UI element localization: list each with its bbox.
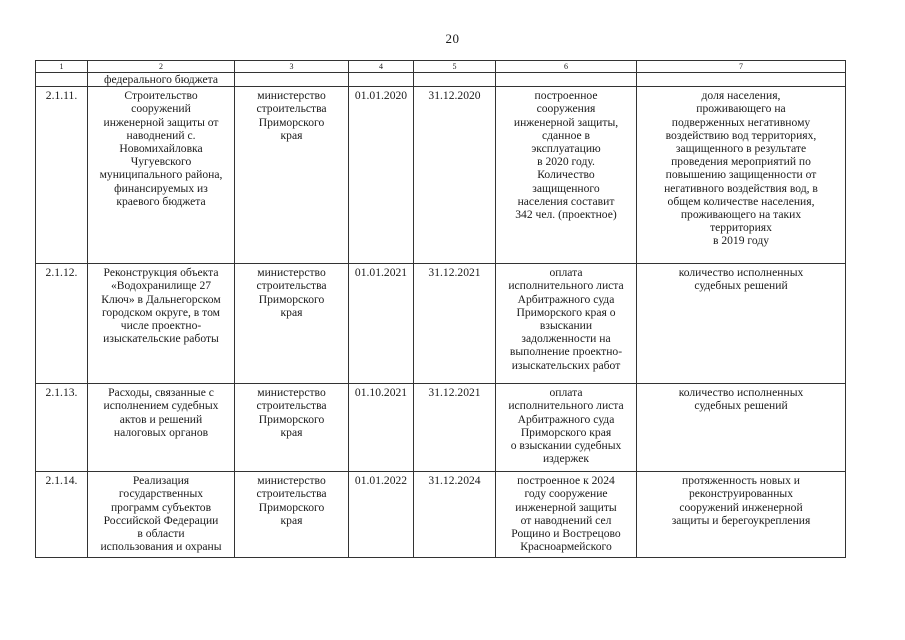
- expected-result: [496, 73, 637, 87]
- item-number: 2.1.13.: [36, 384, 88, 472]
- expected-result: оплата исполнительного листа Арбитражного суда Приморского края о взыскании судебных издержек: [496, 384, 637, 472]
- responsible-executor: министерство строительства Приморского края: [235, 472, 349, 558]
- item-number: 2.1.12.: [36, 264, 88, 384]
- indicator: доля населения, проживающего на подверженных негативному воздействию вод территориях, защищенного в результате проведения мероприятий по повышению защищенности от негативного воздействия вод, в общем количестве населения, проживающего на таких территориях в 2019 году: [637, 87, 846, 264]
- end-date: [414, 73, 496, 87]
- item-number: [36, 73, 88, 87]
- indicator: протяженность новых и реконструированных сооружений инженерной защиты и берегоукрепления: [637, 472, 846, 558]
- table-row: [36, 264, 846, 384]
- column-number: 3: [235, 61, 349, 73]
- item-number: 2.1.11.: [36, 87, 88, 264]
- expected-result: построенное сооружения инженерной защиты, сданное в эксплуатацию в 2020 году. Количество защищенного населения составит 342 чел. (проектное): [496, 87, 637, 264]
- start-date: 01.01.2022: [349, 472, 414, 558]
- responsible-executor: [235, 73, 349, 87]
- column-number: 6: [496, 61, 637, 73]
- expected-result: построенное к 2024 году сооружение инженерной защиты от наводнений сел Рощино и Вострецово Красноармейского: [496, 472, 637, 558]
- column-number: 7: [637, 61, 846, 73]
- start-date: 01.01.2021: [349, 264, 414, 384]
- indicator: количество исполненных судебных решений: [637, 384, 846, 472]
- responsible-executor: министерство строительства Приморского края: [235, 384, 349, 472]
- measure-name: федерального бюджета: [88, 73, 235, 87]
- page-number: 20: [445, 31, 460, 46]
- column-number-row: [36, 61, 846, 73]
- measure-name: Реконструкция объекта «Водохранилище 27 Ключ» в Дальнегорском городском округе, в том числе проектно- изыскательские работы: [88, 264, 235, 384]
- responsible-executor: министерство строительства Приморского края: [235, 87, 349, 264]
- measure-name: Расходы, связанные с исполнением судебных актов и решений налоговых органов: [88, 384, 235, 472]
- start-date: 01.01.2020: [349, 87, 414, 264]
- column-number: 5: [414, 61, 496, 73]
- expected-result: оплата исполнительного листа Арбитражного суда Приморского края о взыскании задолженности на выполнение проектно- изыскательских работ: [496, 264, 637, 384]
- measure-name: Строительство сооружений инженерной защиты от наводнений с. Новомихайловка Чугуевского муниципального района, финансируемых из краевого бюджета: [88, 87, 235, 264]
- table-row: [36, 384, 846, 472]
- start-date: [349, 73, 414, 87]
- measure-name: Реализация государственных программ субъектов Российской Федерации в области использования и охраны: [88, 472, 235, 558]
- end-date: 31.12.2021: [414, 384, 496, 472]
- table-row: [36, 87, 846, 264]
- indicator: [637, 73, 846, 87]
- end-date: 31.12.2020: [414, 87, 496, 264]
- responsible-executor: министерство строительства Приморского края: [235, 264, 349, 384]
- table-row: [36, 472, 846, 558]
- column-number: 1: [36, 61, 88, 73]
- end-date: 31.12.2024: [414, 472, 496, 558]
- column-number: 4: [349, 61, 414, 73]
- item-number: 2.1.14.: [36, 472, 88, 558]
- column-number: 2: [88, 61, 235, 73]
- end-date: 31.12.2021: [414, 264, 496, 384]
- indicator: количество исполненных судебных решений: [637, 264, 846, 384]
- table-row-continuation: [36, 73, 846, 87]
- measures-table: [35, 60, 846, 558]
- start-date: 01.10.2021: [349, 384, 414, 472]
